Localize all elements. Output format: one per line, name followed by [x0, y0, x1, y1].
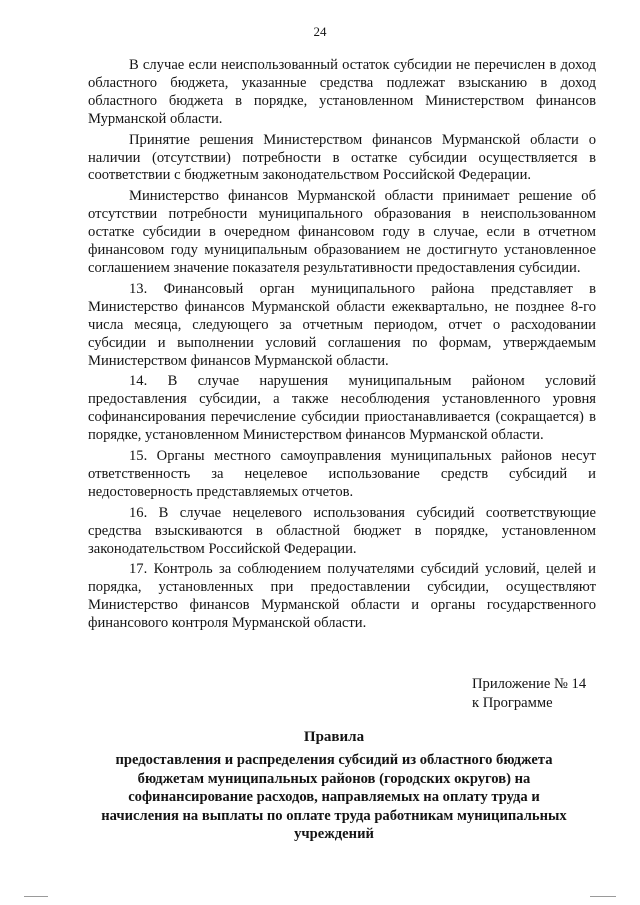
- appendix-reference: [472, 675, 600, 713]
- rules-heading-block: [98, 728, 570, 844]
- paragraph-item-16: 16. В случае нецелевого использования субсидий соответствующие средства взыскиваются в областной бюджет в порядке, установленном законодательством Российской Федерации.: [88, 504, 596, 557]
- paragraph-item-14: 14. В случае нарушения муниципальным районом условий предоставления субсидии, а также несоблюдения установленного уровня софинансирования перечисление субсидии приостанавливается (сокращается) в порядке, установленном Министерством финансов Мурманской области.: [88, 373, 596, 444]
- paragraph-decision: Принятие решения Министерством финансов Мурманской области о наличии (отсутствии) потребности в остатке субсидии осуществляется в соответствии с бюджетным законодательством Российской Федерации.: [88, 131, 596, 184]
- paragraph-unused-balance: В случае если неиспользованный остаток субсидии не перечислен в доход областного бюджета, указанные средства подлежат взысканию в доход областного бюджета в порядке, установленном Министерством финансов Мурманской области.: [88, 57, 596, 127]
- appendix-number: Приложение № 14: [472, 676, 587, 692]
- footer-line-right: [590, 896, 616, 897]
- rules-title: Правила: [303, 729, 365, 745]
- paragraph-item-13: 13. Финансовый орган муниципального района представляет в Министерство финансов Мурманской области ежеквартально, не позднее 8-го числа месяца, следующего за отчетным периодом, отчет о расходовании субсидии и выполнении условий соглашения по формам, утверждаемым Министерством финансов Мурманской области.: [88, 280, 596, 369]
- body-text: [88, 57, 596, 636]
- footer-line-left: [24, 896, 48, 897]
- paragraph-item-15: 15. Органы местного самоуправления муниципальных районов несут ответственность за нецелевое использование средств субсидий и недостоверность представляемых отчетов.: [88, 448, 596, 500]
- paragraph-item-17: 17. Контроль за соблюдением получателями субсидий условий, целей и порядка, установленных при предоставлении субсидии, осуществляют Министерство финансов Мурманской области и органы государственного финансового контроля Мурманской области.: [88, 561, 596, 632]
- page-number: 24: [313, 24, 327, 39]
- appendix-program: к Программе: [472, 695, 553, 711]
- rules-subtitle: предоставления и распределения субсидий из областного бюджета бюджетам муниципальных районов (городских округов) на софинансирование расходов, направляемых на оплату труда и начисления на выплаты по оплате труда работникам муниципальных учреждений: [101, 752, 567, 842]
- paragraph-no-need-decision: Министерство финансов Мурманской области принимает решение об отсутствии потребности муниципального образования в неиспользованном остатке субсидии в очередном финансовом году в случае, если в отчетном финансовом году муниципальным образованием не достигнуто установленное соглашением значение показателя результативности предоставления субсидии.: [88, 188, 596, 276]
